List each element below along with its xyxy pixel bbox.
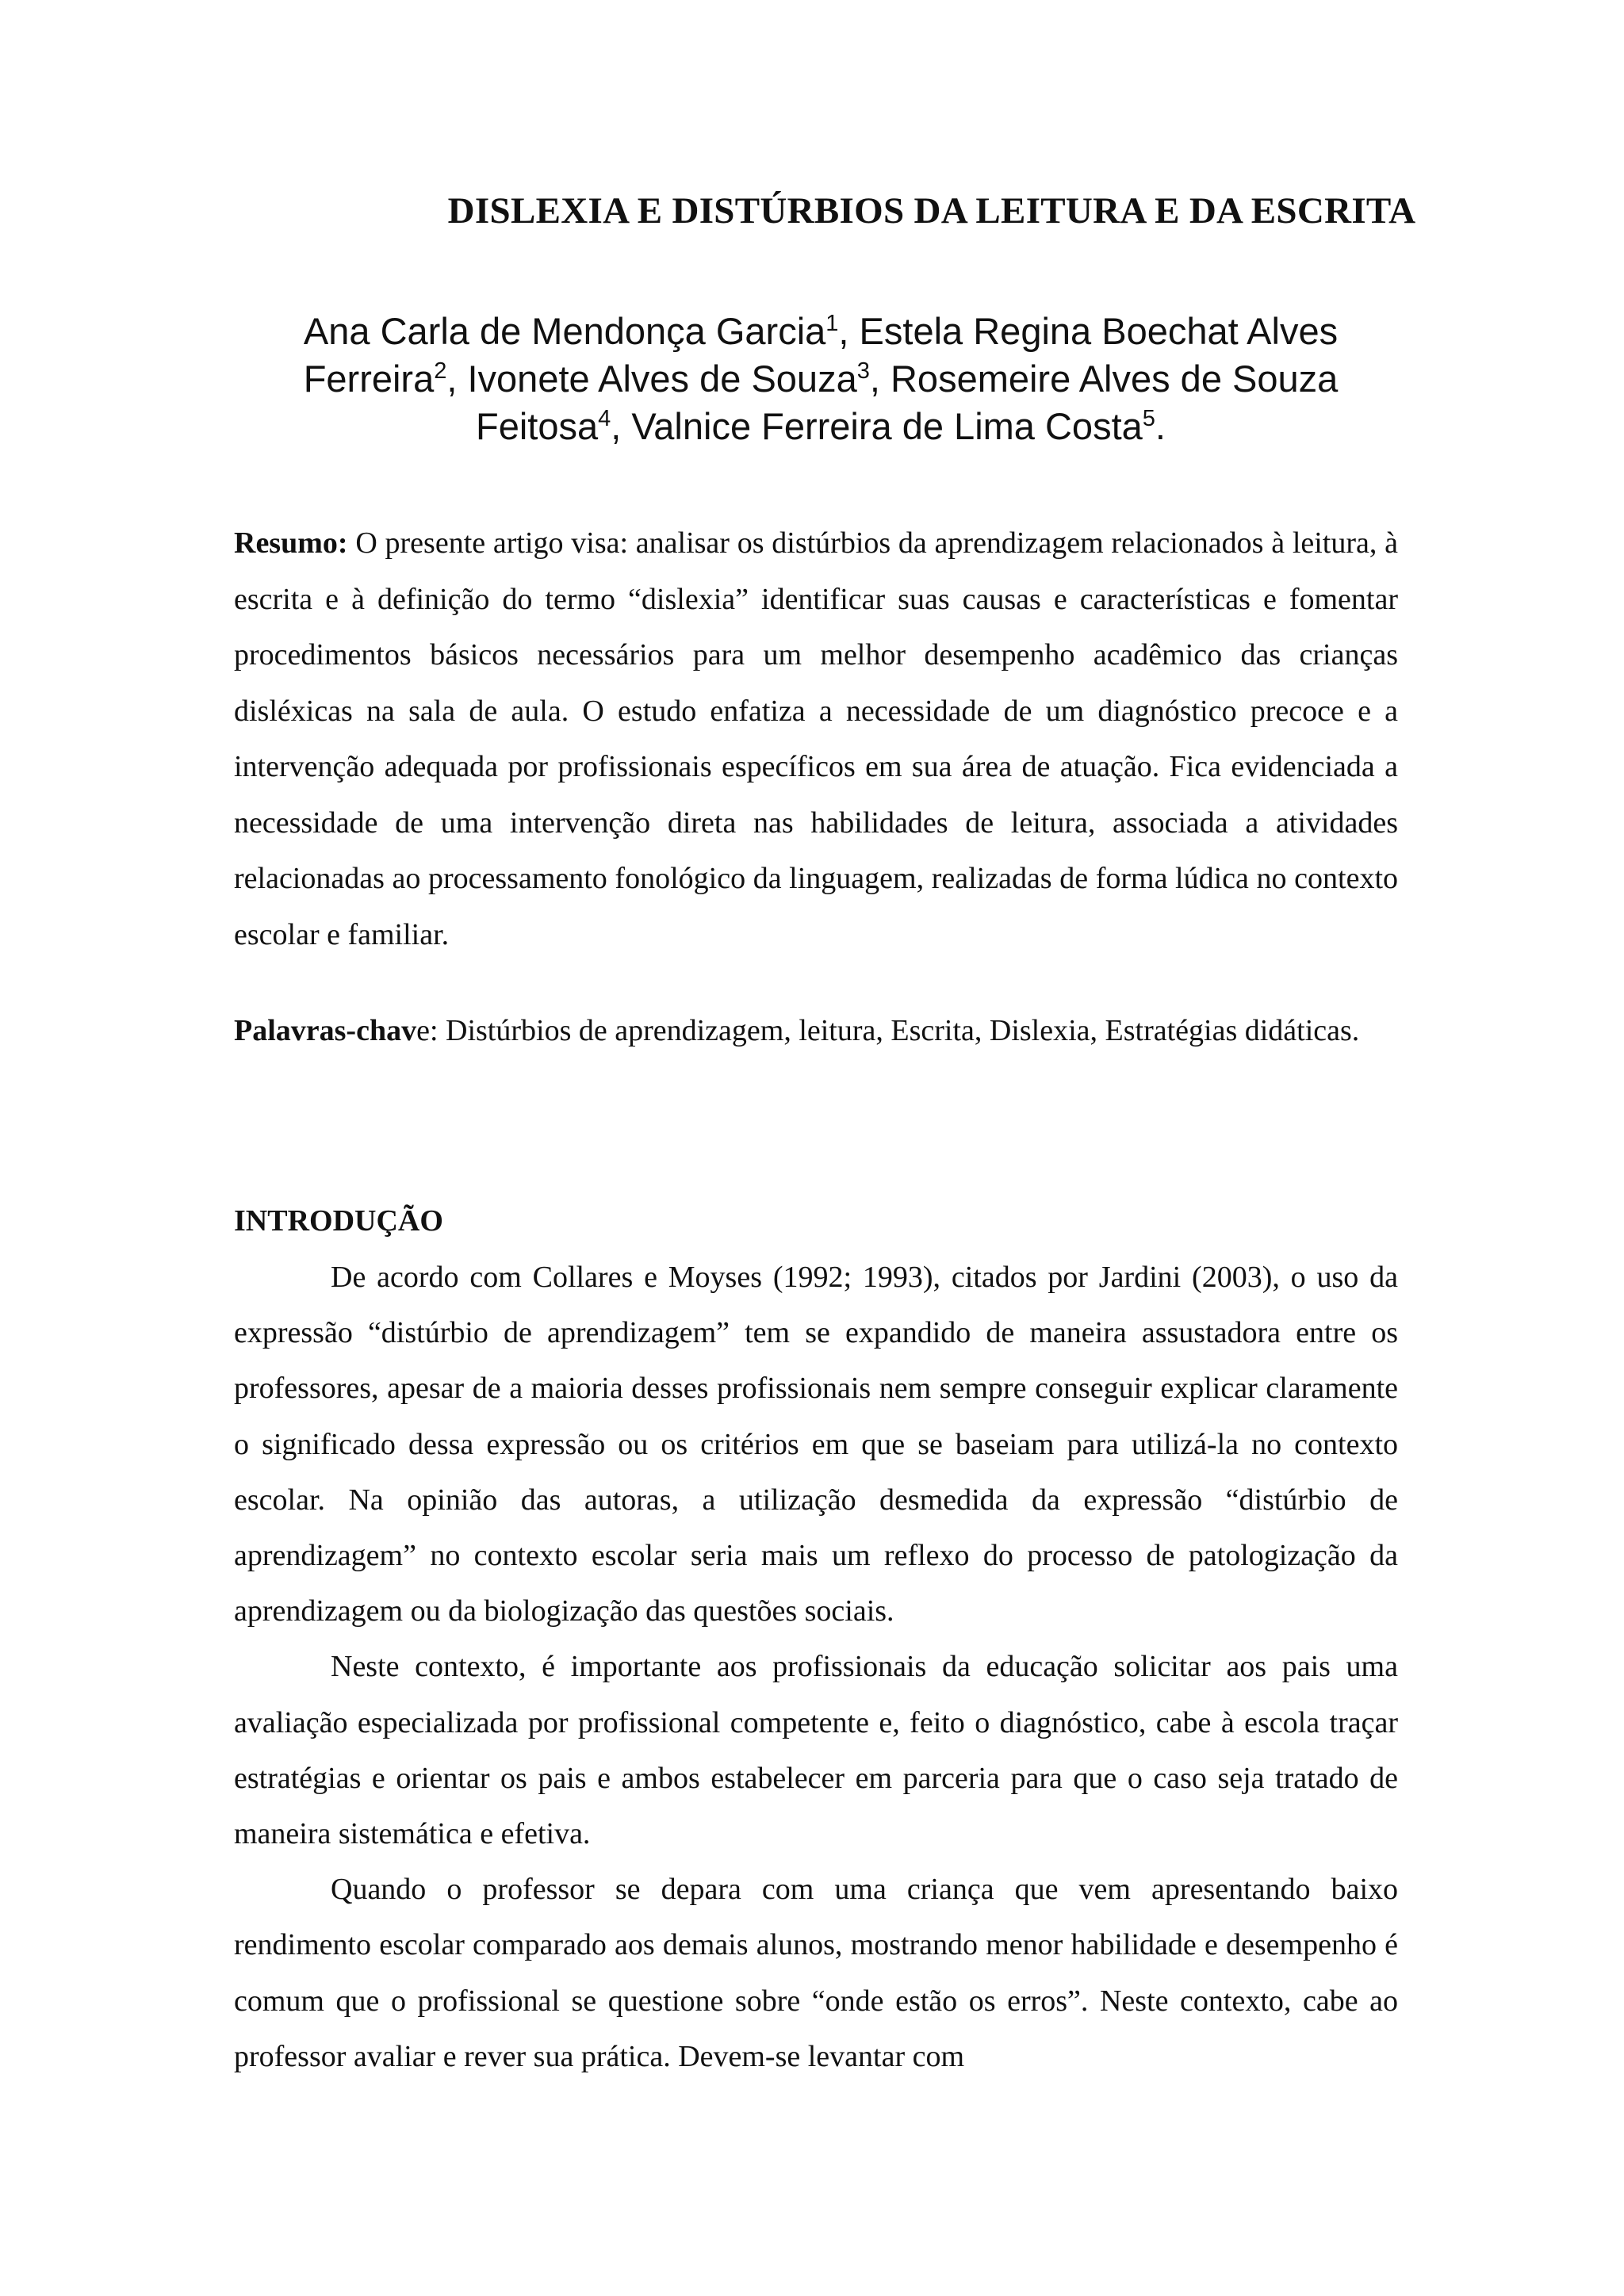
keywords [234,1011,1398,1050]
author-footnote-mark: 3 [856,358,870,384]
author-separator: , [446,358,468,400]
abstract-label: Resumo: [234,526,348,560]
author-separator: . [1155,405,1166,447]
body-paragraph: Quando o professor se depara com uma criança que vem apresentando baixo rendimento escolar comparado aos demais alunos, mostrando menor habilidade e desempenho é comum que o profissional se questione sobre “onde estão os erros”. Neste contexto, cabe ao professor avaliar e rever sua prática. Devem-se levantar com [234,1873,1398,2073]
author-footnote-mark: 2 [434,358,447,384]
author-name: Estela Regina Boechat Alves Ferreira [303,310,1339,400]
keywords-label-tail: e: [416,1014,439,1047]
keywords-text: Distúrbios de aprendizagem, leitura, Escrita, Dislexia, Estratégias didáticas. [446,1014,1360,1047]
paper-title: DISLEXIA E DISTÚRBIOS DA LEITURA E DA ESCRITA [447,190,1416,232]
author-separator: , [869,358,891,400]
introduction-body [234,1249,1398,2084]
abstract [234,515,1398,962]
author-separator: , [611,405,632,447]
author-footnote-mark: 1 [825,311,839,336]
keywords-label: Palavras-chav [234,1014,417,1047]
body-paragraph: Neste contexto, é importante aos profissionais da educação solicitar aos pais uma avaliação especializada por profissional competente e, feito o diagnóstico, cabe à escola traçar estratégias e orientar os pais e ambos estabelecer em parceria para que o caso seja tratado de maneira sistemática e efetiva. [234,1650,1398,1851]
author-list [270,308,1372,450]
author-footnote-mark: 4 [598,406,611,431]
author-name: Ana Carla de Mendonça Garcia [303,310,826,352]
author-separator: , [838,310,860,352]
body-paragraph: De acordo com Collares e Moyses (1992; 1993), citados por Jardini (2003), o uso da expressão “distúrbio de aprendizagem” tem se expandido de maneira assustadora entre os professores, apesar de a maioria desses profissionais nem sempre conseguir explicar claramente o significado dessa expressão ou os critérios em que se baseiam para utilizá-la no contexto escolar. Na opinião das autoras, a utilização desmedida da expressão “distúrbio de aprendizagem” no contexto escolar seria mais um reflexo do processo de patologização da aprendizagem ou da biologização das questões sociais. [234,1261,1398,1628]
abstract-text: O presente artigo visa: analisar os distúrbios da aprendizagem relacionados à leitura, à escrita e à definição do termo “dislexia” identificar suas causas e características e fomentar procedimentos básicos necessários para um melhor desempenho acadêmico das crianças disléxicas na sala de aula. O estudo enfatiza a necessidade de um diagnóstico precoce e a intervenção adequada por profissionais específicos em sua área de atuação. Fica evidenciada a necessidade de uma intervenção direta nas habilidades de leitura, associada a atividades relacionadas ao processamento fonológico da linguagem, realizadas de forma lúdica no contexto escolar e familiar. [234,526,1399,951]
author-name: Valnice Ferreira de Lima Costa [631,405,1143,447]
author-name: Rosemeire Alves de Souza Feitosa [476,358,1339,447]
author-footnote-mark: 5 [1142,406,1155,431]
author-name: Ivonete Alves de Souza [467,358,857,400]
section-heading-introduction: INTRODUÇÃO [234,1204,443,1238]
